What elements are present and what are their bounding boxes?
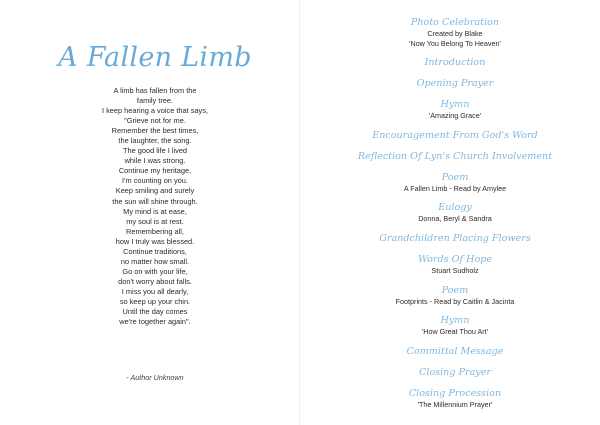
service-item (340, 201, 570, 224)
service-item (340, 98, 570, 121)
service-spacer (340, 90, 570, 98)
service-item-title: Closing Prayer (419, 366, 491, 378)
service-item (340, 171, 570, 194)
service-item (340, 387, 570, 410)
service-item-detail: Donna, Beryl & Sandra (418, 214, 492, 224)
service-item-detail: 'The Millennium Prayer' (417, 399, 493, 409)
poem-line: Until the day comes (122, 307, 188, 317)
service-item-title: Closing Procession (408, 387, 502, 399)
service-item-detail: Stuart Sudholz (431, 265, 479, 275)
poem-title: A Fallen Limb (58, 42, 252, 73)
poem-line: how I truly was blessed. (115, 236, 195, 246)
service-spacer (340, 69, 570, 77)
page-fold-divider (299, 0, 300, 425)
service-item (340, 77, 570, 90)
service-item (340, 56, 570, 69)
poem-line: my soul is at rest. (126, 216, 184, 226)
service-item-detail: A Fallen Limb - Read by Amylee (403, 183, 507, 193)
poem-line: the laughter, the song. (118, 136, 192, 146)
service-item (340, 253, 570, 276)
service-item-title: Eulogy (438, 202, 472, 214)
service-spacer (340, 337, 570, 345)
service-item-title: Poem (441, 284, 469, 296)
poem-line: Remember the best times, (111, 126, 199, 136)
service-item-title: Opening Prayer (416, 78, 494, 90)
poem-line: "Grieve not for me. (124, 116, 186, 126)
service-item-title: Photo Celebration (410, 17, 500, 28)
service-spacer (340, 142, 570, 150)
service-item-detail: Created by Blake (427, 29, 483, 38)
service-item-title: Committal Message (406, 345, 504, 357)
poem-line: Continue traditions, (123, 246, 187, 256)
poem-author: - Author Unknown (126, 373, 184, 382)
service-spacer (340, 163, 570, 171)
poem-line: A limb has fallen from the (113, 86, 197, 95)
service-spacer (340, 193, 570, 201)
service-item-title: Words Of Hope (417, 253, 493, 265)
poem-line: My mind is at ease, (123, 206, 187, 216)
service-item (340, 16, 570, 48)
poem-line: family tree. (136, 96, 174, 106)
service-item-detail: 'How Great Thou Art' (421, 327, 489, 337)
service-spacer (340, 245, 570, 253)
poem-line: no matter how small. (120, 256, 190, 266)
service-item (340, 129, 570, 142)
poem-line: while I was strong. (124, 156, 186, 166)
service-spacer (340, 358, 570, 366)
service-item-title: Poem (441, 171, 469, 183)
poem-line: Keep smiling and surely (115, 186, 195, 196)
poem-line: I miss you all dearly, (121, 286, 189, 296)
service-spacer (340, 379, 570, 387)
poem-line: don't worry about falls. (118, 276, 192, 286)
service-spacer (340, 121, 570, 129)
order-of-service (340, 16, 570, 409)
service-spacer (340, 276, 570, 284)
service-item (340, 314, 570, 337)
service-item-title: Grandchildren Placing Flowers (379, 232, 531, 244)
service-spacer (340, 48, 570, 56)
poem-line: we're together again". (119, 317, 191, 327)
service-item-title: Reflection Of Lyn's Church Involvement (357, 150, 553, 162)
poem-line: The good life I lived (122, 146, 188, 156)
service-item-title: Encouragement From God's Word (372, 129, 538, 141)
service-item-detail: 'Now You Belong To Heaven' (409, 38, 501, 48)
poem-line: Continue my heritage, (118, 166, 192, 176)
service-item (340, 232, 570, 245)
poem-line: so keep up your chin. (119, 296, 191, 306)
service-spacer (340, 306, 570, 314)
poem-line: I keep hearing a voice that says, (102, 106, 208, 116)
service-item-title: Hymn (440, 99, 470, 111)
poem-line: Remembering all, (126, 226, 184, 236)
service-item (340, 150, 570, 163)
service-item-title: Hymn (440, 315, 470, 327)
poem-line: Go on with your life, (122, 266, 188, 276)
service-item-title: Introduction (424, 57, 486, 69)
service-item (340, 284, 570, 307)
poem-line: I'm counting on you. (122, 176, 188, 186)
service-item (340, 366, 570, 379)
poem-line: the sun will shine through. (112, 196, 198, 206)
service-spacer (340, 224, 570, 232)
poem-body (40, 86, 270, 327)
service-item-detail: 'Amazing Grace' (428, 111, 482, 121)
service-item-detail: Footprints - Read by Caitlin & Jacinta (395, 296, 515, 306)
service-item (340, 345, 570, 358)
